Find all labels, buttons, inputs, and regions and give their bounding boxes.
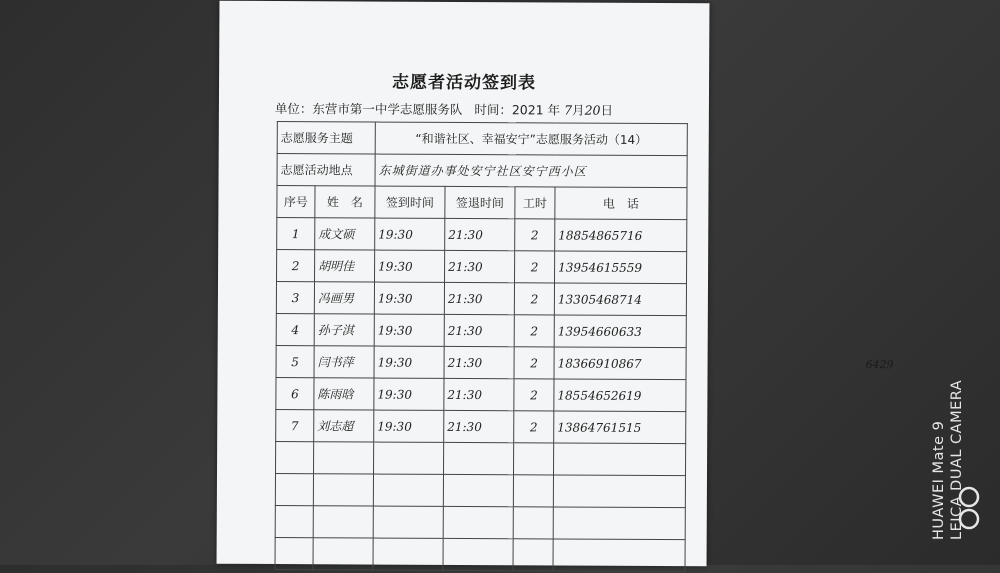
empty-cell	[313, 474, 373, 506]
cell-in: 19:30	[375, 250, 445, 282]
empty-cell	[513, 507, 553, 539]
cell-out: 21:30	[444, 282, 514, 314]
location-row	[277, 154, 687, 188]
margin-note: 6429	[865, 358, 894, 372]
month-suffix: 月	[572, 102, 585, 118]
cell-in: 19:30	[374, 410, 444, 442]
empty-cell	[553, 507, 685, 540]
cell-no: 6	[276, 378, 314, 410]
cell-no: 3	[276, 282, 314, 314]
empty-cell	[314, 442, 374, 474]
empty-cell	[513, 475, 553, 507]
unit-label: 单位：东营市第一中学志愿服务队	[274, 101, 463, 117]
cell-name: 胡明佳	[315, 250, 375, 282]
location-value: 东城街道办事处安宁社区安宁西小区	[375, 154, 687, 188]
cell-in: 19:30	[374, 378, 444, 410]
sheet-title: 志愿者活动签到表	[391, 72, 537, 94]
empty-cell	[313, 506, 373, 538]
empty-cell	[443, 538, 513, 570]
day-handwritten: 20	[584, 102, 601, 118]
empty-cell	[553, 475, 685, 508]
col-header-sign-in: 签到时间	[375, 186, 445, 218]
empty-cell	[553, 539, 685, 572]
empty-row	[276, 442, 686, 476]
cell-in: 19:30	[374, 282, 444, 314]
unit-and-date-line	[275, 99, 613, 119]
cell-out: 21:30	[445, 218, 515, 250]
empty-cell	[276, 442, 314, 474]
theme-row	[277, 122, 687, 156]
empty-cell	[443, 474, 513, 506]
day-suffix: 日	[600, 102, 614, 118]
empty-cell	[513, 539, 553, 571]
theme-label: 志愿服务主题	[277, 122, 375, 155]
cell-hours: 2	[514, 315, 554, 347]
empty-cell	[514, 443, 554, 475]
empty-cell	[275, 506, 313, 538]
col-header-no: 序号	[277, 186, 315, 218]
table-row	[276, 410, 686, 444]
cell-hours: 2	[514, 411, 554, 443]
table-row	[277, 218, 687, 252]
empty-cell	[443, 506, 513, 538]
column-header-row	[277, 186, 687, 220]
camera-watermark	[930, 380, 966, 540]
empty-cell	[373, 474, 443, 506]
empty-row	[275, 474, 685, 508]
cell-phone: 13954615559	[555, 251, 687, 284]
col-header-name: 姓 名	[315, 186, 375, 218]
table-row	[276, 378, 686, 412]
cell-no: 7	[276, 410, 314, 442]
cell-hours: 2	[515, 219, 555, 251]
cell-out: 21:30	[444, 314, 514, 346]
cell-in: 19:30	[374, 346, 444, 378]
cell-out: 21:30	[445, 250, 515, 282]
cell-phone: 13954660633	[554, 315, 686, 348]
cell-phone: 13864761515	[554, 411, 686, 444]
cell-name: 刘志超	[314, 410, 374, 442]
cell-phone: 13305468714	[554, 283, 686, 316]
empty-cell	[373, 538, 443, 570]
cell-hours: 2	[514, 347, 554, 379]
cell-no: 2	[277, 250, 315, 282]
empty-cell	[313, 538, 373, 570]
empty-cell	[374, 442, 444, 474]
sign-in-table	[274, 121, 687, 572]
location-label: 志愿活动地点	[277, 154, 375, 187]
table-row	[277, 250, 687, 284]
cell-name: 冯画男	[314, 282, 374, 314]
empty-cell	[444, 442, 514, 474]
watermark-camera: LEICA DUAL CAMERA	[949, 379, 965, 540]
cell-no: 4	[276, 314, 314, 346]
cell-phone: 18554652619	[554, 379, 686, 412]
cell-no: 1	[277, 218, 315, 250]
empty-cell	[275, 474, 313, 506]
cell-phone: 18366910867	[554, 347, 686, 380]
sign-in-sheet	[217, 1, 894, 567]
month-handwritten: 7	[564, 102, 573, 118]
empty-cell	[554, 443, 686, 476]
col-header-phone: 电 话	[555, 187, 687, 220]
cell-hours: 2	[515, 251, 555, 283]
empty-row	[275, 506, 685, 540]
cell-hours: 2	[514, 379, 554, 411]
cell-in: 19:30	[375, 218, 445, 250]
cell-phone: 18854865716	[555, 219, 687, 252]
table-row	[276, 346, 686, 380]
cell-name: 成文硕	[315, 218, 375, 250]
cell-hours: 2	[514, 283, 554, 315]
table-row	[276, 282, 686, 316]
col-header-hours: 工时	[515, 187, 555, 219]
empty-row	[275, 538, 685, 572]
cell-no: 5	[276, 346, 314, 378]
theme-value: “和谐社区、幸福安宁”志愿服务活动（14）	[375, 122, 687, 156]
cell-out: 21:30	[444, 378, 514, 410]
col-header-sign-out: 签退时间	[445, 186, 515, 218]
empty-cell	[373, 506, 443, 538]
table-row	[276, 314, 686, 348]
cell-name: 陈雨晗	[314, 378, 374, 410]
cell-out: 21:30	[444, 346, 514, 378]
cell-name: 孙子淇	[314, 314, 374, 346]
cell-name: 闫书萍	[314, 346, 374, 378]
cell-in: 19:30	[374, 314, 444, 346]
cell-out: 21:30	[444, 410, 514, 442]
time-label: 时间：2021 年	[474, 102, 561, 118]
watermark-model: HUAWEI Mate 9	[931, 420, 947, 540]
